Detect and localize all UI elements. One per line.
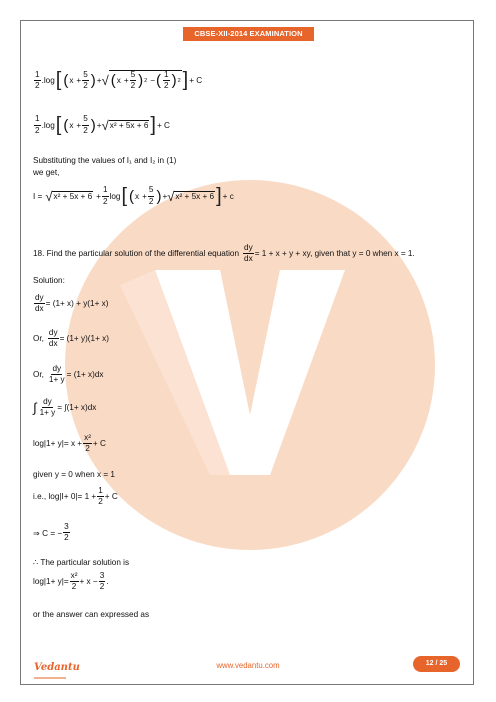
text-we-get: we get, [33,168,60,177]
equation-2: $\frac{1}{2}$ .log [ ( x + $\frac{5}{2}$ ) + √ x² + 5x + 6 ] + C [35,114,170,136]
solution-heading: Solution: [33,276,65,285]
step-2: Or, $\frac{dy}{dx}$ = (1+ y)(1+ x) [33,328,109,349]
step-6: given y = 0 when x = 1 [33,470,115,479]
logo-tagline-bar [34,677,66,679]
vedantu-logo: Vedantu [34,657,74,675]
step-7: i.e., log|I+ 0|= 1 + $\frac{1}{2}$ + C [33,486,118,507]
step-4: ∫ $\frac{dy}{1+ y}$ = ∫(1+ x)dx [33,397,97,418]
step-10: log|1+ y|= $\frac{\text{x²}}{2}$ + x − $\frac{3}{2}$ . [33,571,109,592]
step-9: ∴ The particular solution is [33,558,130,567]
equation-3: I = √ x² + 5x + 6 + $\frac{1}{2}$ log [ ( x + $\frac{5}{2}$ ) + √ x² + 5x + 6 ] + c [33,185,234,207]
step-11: or the answer can expressed as [33,610,150,619]
text-substituting: Substituting the values of I₁ and I₂ in (1) [33,156,177,165]
footer-url-link[interactable]: www.vedantu.com [216,661,280,670]
page-number-badge: 12 / 25 [413,656,460,672]
step-1: $\frac{dy}{dx}$ = (1+ x) + y(1+ x) [35,293,109,314]
step-8: ⇒ C = − $\frac{3}{2}$ [33,522,69,543]
exam-header-banner: CBSE-XII-2014 EXAMINATION [183,27,314,41]
question-18: 18. Find the particular solution of the differential equation $\frac{dy}{dx}$ = 1 + x + y + xy, given that y = 0 when x = 1. [33,243,415,264]
step-3: Or, $\frac{dy}{1+ y}$ = (1+ x)dx [33,364,104,385]
equation-1: $\frac{1}{2}$ .log [ ( x + $\frac{5}{2}$ ) + √ ( x + $\frac{5}{2}$ ) 2 − ( $\frac{1}{2}$ ) 2 ] + C [35,69,203,92]
step-5: log|1+ y|= x + $\frac{\text{x²}}{2}$ + C [33,433,106,454]
